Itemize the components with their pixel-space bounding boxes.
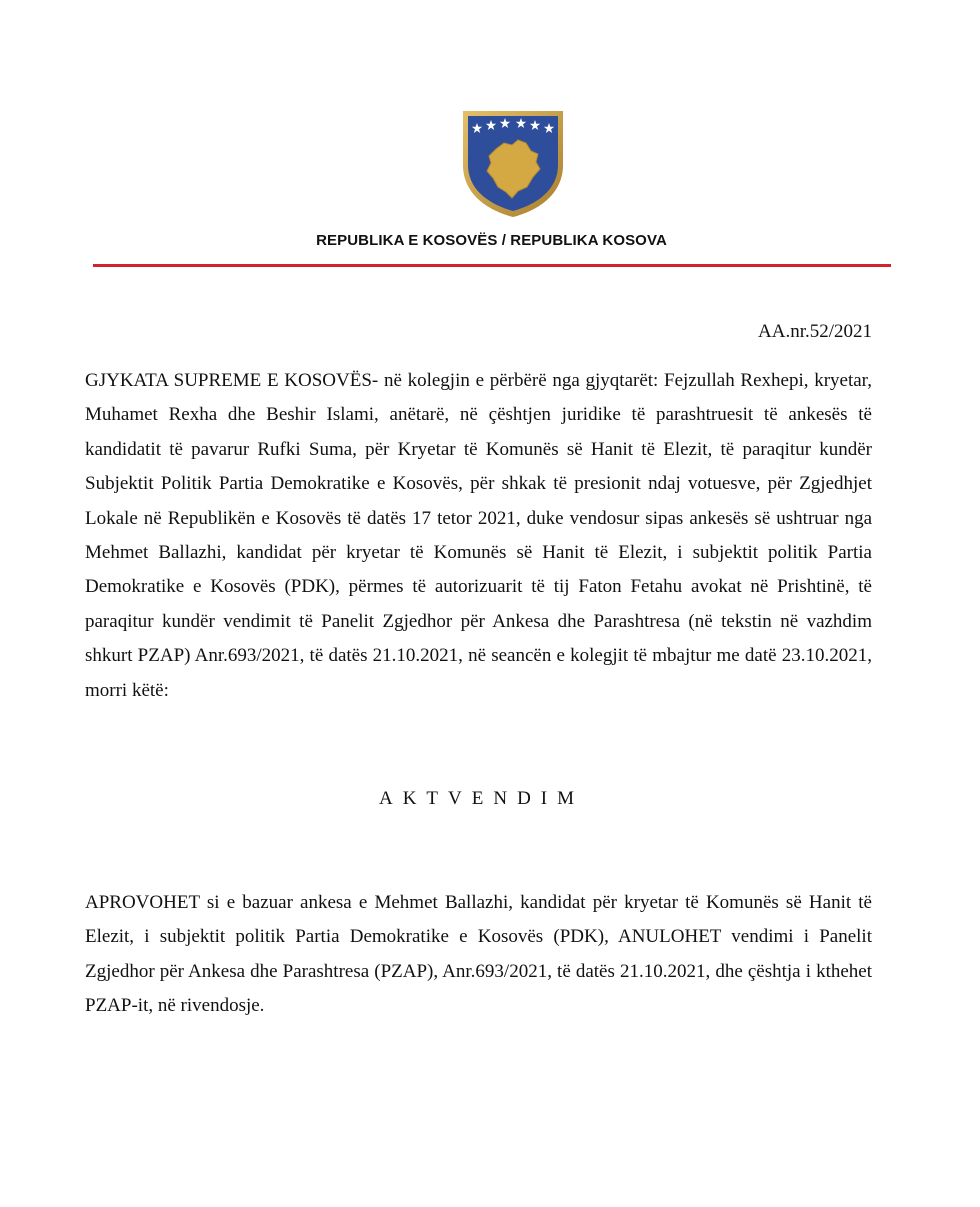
ruling-paragraph: APROVOHET si e bazuar ankesa e Mehmet Ballazhi, kandidat për kryetar të Komunës së Hanit të Elezit, i subjektit politik Partia Demokratike e Kosovës (PDK), ANULOHET vendimi i Panelit Zgjedhor për Ankesa dhe Parashtresa (PZAP), Anr.693/2021, të datës 21.10.2021, dhe çështja i kthehet PZAP-it, në rivendosje. <box>85 892 872 1017</box>
kosovo-coat-of-arms-icon <box>460 107 566 219</box>
header-divider <box>93 264 891 267</box>
case-number: AA.nr.52/2021 <box>758 321 872 342</box>
decision-heading: AKTVENDIM <box>378 788 585 809</box>
intro-paragraph: GJYKATA SUPREME E KOSOVËS- në kolegjin e përbërë nga gjyqtarët: Fejzullah Rexhepi, kryetar, Muhamet Rexha dhe Beshir Islami, anëtarë, në çështjen juridike të parashtruesit të ankesës të kandidatit të pavarur Rufki Suma, për Kryetar të Komunës së Hanit të Elezit, të paraqitur kundër Subjektit Politik Partia Demokratike e Kosovës, për shkak të presionit ndaj votuesve, për Zgjedhjet Lokale në Republikën e Kosovës të datës 17 tetor 2021, duke vendosur sipas ankesës së ushtruar nga Mehmet Ballazhi, kandidat për kryetar të Komunës së Hanit të Elezit, i subjektit politik Partia Demokratike e Kosovës (PDK), përmes të autorizuarit të tij Faton Fetahu avokat në Prishtinë, të paraqitur kundër vendimit të Panelit Zgjedhor për Ankesa dhe Parashtresa (në tekstin në vazhdim shkurt PZAP) Anr.693/2021, të datës 21.10.2021, në seancën e kolegjit të mbajtur me datë 23.10.2021, morri këtë: <box>85 370 872 701</box>
header-title: REPUBLIKA E KOSOVËS / REPUBLIKA KOSOVA <box>316 232 667 249</box>
